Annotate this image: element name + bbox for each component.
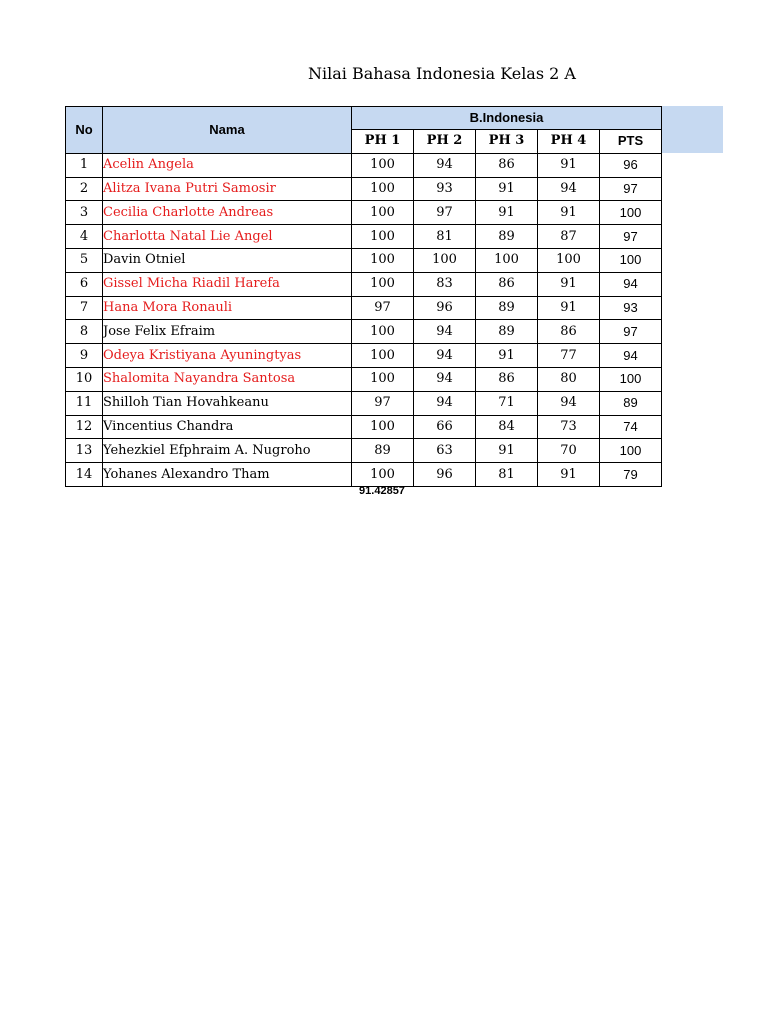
table-row (66, 177, 662, 201)
row-ph4: 77 (538, 344, 600, 368)
header-pts: PTS (600, 130, 662, 154)
row-pts: 100 (600, 367, 662, 391)
row-ph3: 86 (476, 153, 538, 177)
row-ph1: 100 (352, 248, 414, 272)
table-row (66, 344, 662, 368)
row-ph4: 91 (538, 463, 600, 487)
row-ph1: 97 (352, 391, 414, 415)
row-no: 14 (66, 463, 103, 487)
table-row (66, 367, 662, 391)
table-row (66, 391, 662, 415)
row-no: 1 (66, 153, 103, 177)
header-nama: Nama (103, 107, 352, 154)
table-row (66, 320, 662, 344)
row-no: 2 (66, 177, 103, 201)
row-ph1: 97 (352, 296, 414, 320)
row-pts: 97 (600, 225, 662, 249)
row-no: 11 (66, 391, 103, 415)
row-ph2: 83 (414, 272, 476, 296)
row-ph3: 86 (476, 367, 538, 391)
row-ph4: 87 (538, 225, 600, 249)
row-ph4: 80 (538, 367, 600, 391)
row-name: Vincentius Chandra (103, 415, 352, 439)
row-no: 3 (66, 201, 103, 225)
row-ph2: 94 (414, 153, 476, 177)
row-pts: 100 (600, 201, 662, 225)
row-pts: 97 (600, 320, 662, 344)
row-ph1: 100 (352, 225, 414, 249)
row-ph3: 86 (476, 272, 538, 296)
row-ph2: 97 (414, 201, 476, 225)
row-ph4: 70 (538, 439, 600, 463)
row-ph3: 89 (476, 225, 538, 249)
row-ph4: 91 (538, 272, 600, 296)
row-name: Cecilia Charlotte Andreas (103, 201, 352, 225)
table-row (66, 201, 662, 225)
row-ph4: 94 (538, 391, 600, 415)
row-ph3: 89 (476, 296, 538, 320)
row-ph1: 100 (352, 177, 414, 201)
row-name: Acelin Angela (103, 153, 352, 177)
row-no: 6 (66, 272, 103, 296)
row-ph3: 91 (476, 201, 538, 225)
header-no: No (66, 107, 103, 154)
row-ph3: 84 (476, 415, 538, 439)
row-ph4: 91 (538, 153, 600, 177)
row-pts: 94 (600, 344, 662, 368)
row-ph3: 81 (476, 463, 538, 487)
header-subject: B.Indonesia (352, 107, 662, 130)
row-name: Hana Mora Ronauli (103, 296, 352, 320)
header-ph3: PH 3 (476, 130, 538, 154)
row-ph2: 96 (414, 463, 476, 487)
row-ph3: 71 (476, 391, 538, 415)
grades-body (66, 153, 662, 486)
row-no: 13 (66, 439, 103, 463)
row-ph1: 100 (352, 367, 414, 391)
row-pts: 100 (600, 248, 662, 272)
row-ph3: 91 (476, 177, 538, 201)
row-ph1: 89 (352, 439, 414, 463)
row-name: Alitza Ivana Putri Samosir (103, 177, 352, 201)
row-ph1: 100 (352, 344, 414, 368)
row-ph1: 100 (352, 272, 414, 296)
row-no: 9 (66, 344, 103, 368)
row-pts: 96 (600, 153, 662, 177)
row-no: 7 (66, 296, 103, 320)
row-ph1: 100 (352, 153, 414, 177)
row-pts: 79 (600, 463, 662, 487)
table-row (66, 225, 662, 249)
row-ph1: 100 (352, 320, 414, 344)
row-ph2: 94 (414, 344, 476, 368)
row-ph4: 73 (538, 415, 600, 439)
row-ph2: 81 (414, 225, 476, 249)
row-ph2: 63 (414, 439, 476, 463)
table-row (66, 272, 662, 296)
row-name: Charlotta Natal Lie Angel (103, 225, 352, 249)
row-no: 5 (66, 248, 103, 272)
average-ph1: 91.42857 (359, 485, 405, 497)
row-ph4: 86 (538, 320, 600, 344)
row-ph1: 100 (352, 415, 414, 439)
header-ph1: PH 1 (352, 130, 414, 154)
table-row (66, 439, 662, 463)
table-row (66, 296, 662, 320)
page-title: Nilai Bahasa Indonesia Kelas 2 A (308, 64, 576, 83)
row-name: Yehezkiel Efphraim A. Nugroho (103, 439, 352, 463)
row-ph3: 100 (476, 248, 538, 272)
row-ph2: 94 (414, 367, 476, 391)
row-pts: 89 (600, 391, 662, 415)
row-name: Gissel Micha Riadil Harefa (103, 272, 352, 296)
row-ph4: 91 (538, 201, 600, 225)
row-ph4: 91 (538, 296, 600, 320)
table-row (66, 463, 662, 487)
header-ph4: PH 4 (538, 130, 600, 154)
row-name: Jose Felix Efraim (103, 320, 352, 344)
row-name: Shilloh Tian Hovahkeanu (103, 391, 352, 415)
table-row (66, 248, 662, 272)
header-ph2: PH 2 (414, 130, 476, 154)
row-ph2: 96 (414, 296, 476, 320)
row-ph2: 93 (414, 177, 476, 201)
row-pts: 100 (600, 439, 662, 463)
row-name: Yohanes Alexandro Tham (103, 463, 352, 487)
row-name: Shalomita Nayandra Santosa (103, 367, 352, 391)
row-pts: 94 (600, 272, 662, 296)
table-row (66, 153, 662, 177)
row-ph3: 91 (476, 439, 538, 463)
row-ph3: 89 (476, 320, 538, 344)
row-no: 12 (66, 415, 103, 439)
table-row (66, 415, 662, 439)
row-ph1: 100 (352, 201, 414, 225)
row-ph2: 66 (414, 415, 476, 439)
row-ph2: 94 (414, 320, 476, 344)
header-fill-extension (660, 106, 723, 153)
row-pts: 93 (600, 296, 662, 320)
row-pts: 74 (600, 415, 662, 439)
grades-table (65, 106, 662, 487)
row-ph2: 100 (414, 248, 476, 272)
row-ph3: 91 (476, 344, 538, 368)
row-pts: 97 (600, 177, 662, 201)
row-ph2: 94 (414, 391, 476, 415)
row-no: 10 (66, 367, 103, 391)
row-ph4: 94 (538, 177, 600, 201)
row-ph4: 100 (538, 248, 600, 272)
row-ph1: 100 (352, 463, 414, 487)
row-no: 8 (66, 320, 103, 344)
row-no: 4 (66, 225, 103, 249)
row-name: Odeya Kristiyana Ayuningtyas (103, 344, 352, 368)
row-name: Davin Otniel (103, 248, 352, 272)
